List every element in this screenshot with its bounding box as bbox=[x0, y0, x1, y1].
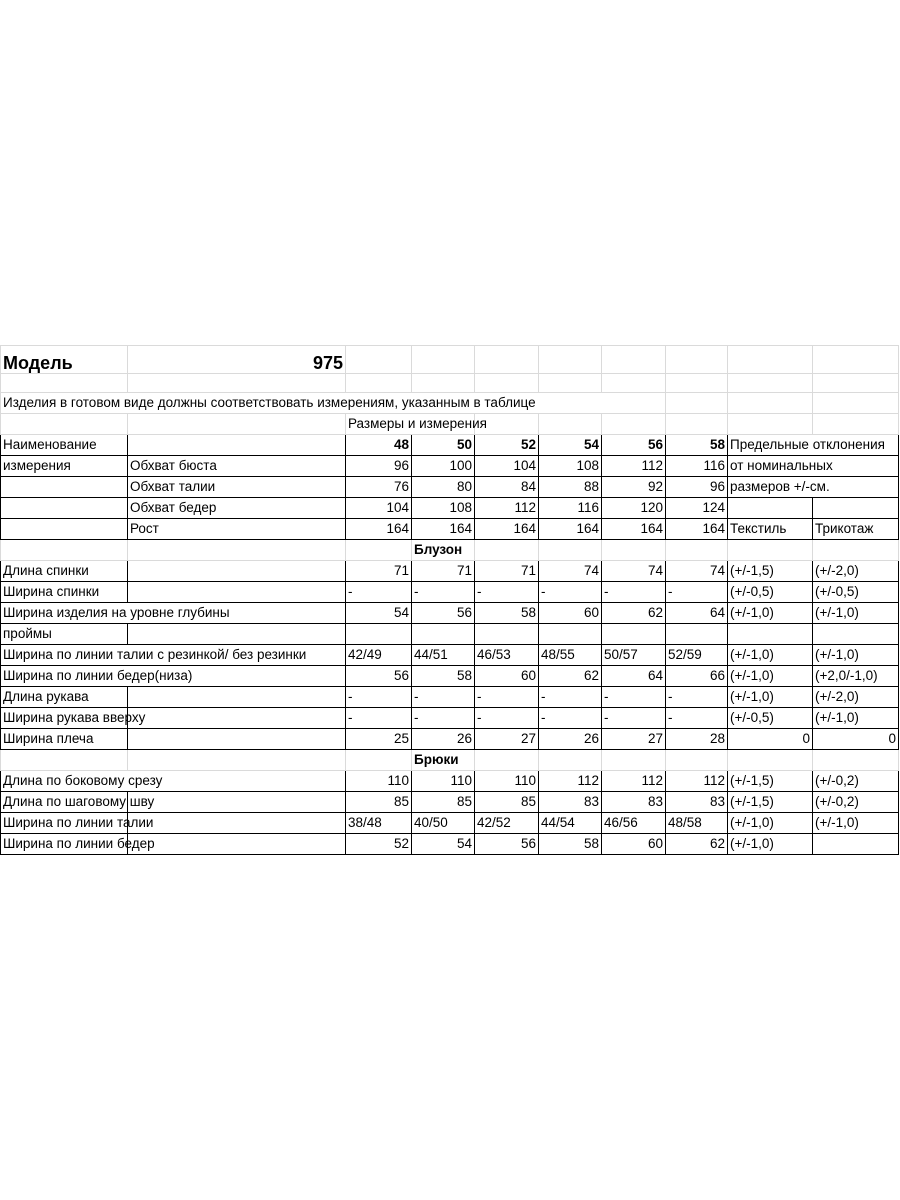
item-value: 46/56 bbox=[602, 813, 666, 834]
textile-tolerance: 0 bbox=[728, 729, 813, 750]
size-header: 48 bbox=[346, 435, 412, 456]
knit-tolerance: (+2,0/-1,0) bbox=[813, 666, 899, 687]
item-value: 110 bbox=[475, 771, 539, 792]
item-value: - bbox=[602, 582, 666, 603]
item-label: Ширина по линии бедер(низа) bbox=[1, 666, 128, 687]
item-value: 52/59 bbox=[666, 645, 728, 666]
item-value: 64 bbox=[602, 666, 666, 687]
item-value bbox=[539, 624, 602, 645]
item-value: 26 bbox=[539, 729, 602, 750]
item-value: 27 bbox=[475, 729, 539, 750]
trousers-title: Брюки bbox=[412, 750, 475, 771]
item-value: 83 bbox=[602, 792, 666, 813]
item-value: - bbox=[666, 687, 728, 708]
name-label: Наименование bbox=[1, 435, 128, 456]
item-value: 60 bbox=[539, 603, 602, 624]
measure-value: 104 bbox=[346, 498, 412, 519]
model-number: 975 bbox=[128, 346, 346, 374]
item-value: 28 bbox=[666, 729, 728, 750]
item-value: 85 bbox=[412, 792, 475, 813]
item-value: 112 bbox=[666, 771, 728, 792]
measure-value: 96 bbox=[666, 477, 728, 498]
size-header: 52 bbox=[475, 435, 539, 456]
item-value: 56 bbox=[346, 666, 412, 687]
measure-label: Обхват талии bbox=[128, 477, 346, 498]
item-value: - bbox=[602, 708, 666, 729]
item-value: 83 bbox=[539, 792, 602, 813]
measure-value: 112 bbox=[475, 498, 539, 519]
item-value: 112 bbox=[602, 771, 666, 792]
measure-value: 164 bbox=[412, 519, 475, 540]
item-value: 85 bbox=[475, 792, 539, 813]
item-value: 74 bbox=[539, 561, 602, 582]
measure-value: 108 bbox=[412, 498, 475, 519]
item-value: 48/55 bbox=[539, 645, 602, 666]
item-label: Длина спинки bbox=[1, 561, 128, 582]
item-value: 52 bbox=[346, 834, 412, 855]
item-value: 74 bbox=[666, 561, 728, 582]
measure-value: 124 bbox=[666, 498, 728, 519]
size-header: 56 bbox=[602, 435, 666, 456]
model-row bbox=[1, 346, 899, 374]
textile-tolerance: (+/-0,5) bbox=[728, 582, 813, 603]
measure-value: 164 bbox=[539, 519, 602, 540]
item-value: - bbox=[346, 708, 412, 729]
item-value: 27 bbox=[602, 729, 666, 750]
blouson-row bbox=[1, 645, 899, 666]
item-value: 110 bbox=[412, 771, 475, 792]
item-value: 25 bbox=[346, 729, 412, 750]
item-value: 54 bbox=[346, 603, 412, 624]
blouson-row bbox=[1, 666, 899, 687]
item-label: Ширина рукава вверху bbox=[1, 708, 128, 729]
item-value: 71 bbox=[346, 561, 412, 582]
measure-label: Рост bbox=[128, 519, 346, 540]
note-row bbox=[1, 393, 899, 414]
textile-tolerance: (+/-1,5) bbox=[728, 561, 813, 582]
sizes-caption: Размеры и измерения bbox=[346, 414, 412, 435]
item-value: 74 bbox=[602, 561, 666, 582]
item-value bbox=[475, 624, 539, 645]
measure-value: 104 bbox=[475, 456, 539, 477]
textile-tolerance: (+/-1,5) bbox=[728, 771, 813, 792]
knit-tolerance: (+/-2,0) bbox=[813, 561, 899, 582]
item-value: 64 bbox=[666, 603, 728, 624]
measure-value: 96 bbox=[346, 456, 412, 477]
deviation-label: от номинальных bbox=[728, 456, 813, 477]
measure-value: 116 bbox=[666, 456, 728, 477]
deviation-label: Предельные отклонения bbox=[728, 435, 813, 456]
item-label: Ширина спинки bbox=[1, 582, 128, 603]
measure-value: 88 bbox=[539, 477, 602, 498]
item-value: - bbox=[412, 582, 475, 603]
item-label: Длина по шаговому шву bbox=[1, 792, 128, 813]
measure-value: 108 bbox=[539, 456, 602, 477]
item-value: 62 bbox=[539, 666, 602, 687]
blouson-row bbox=[1, 603, 899, 624]
size-header: 54 bbox=[539, 435, 602, 456]
body-measure-row bbox=[1, 456, 899, 477]
textile-tolerance: (+/-1,0) bbox=[728, 645, 813, 666]
knit-tolerance bbox=[813, 834, 899, 855]
textile-tolerance: (+/-1,0) bbox=[728, 603, 813, 624]
size-header: 50 bbox=[412, 435, 475, 456]
item-value: 62 bbox=[666, 834, 728, 855]
measure-label: Обхват бедер bbox=[128, 498, 346, 519]
blank-row bbox=[1, 374, 899, 393]
knit-tolerance: (+/-1,0) bbox=[813, 813, 899, 834]
item-value: 58 bbox=[412, 666, 475, 687]
textile-tolerance: (+/-1,0) bbox=[728, 834, 813, 855]
trousers-title-row bbox=[1, 750, 899, 771]
textile-tolerance: (+/-1,0) bbox=[728, 666, 813, 687]
knit-tolerance: (+/-1,0) bbox=[813, 708, 899, 729]
item-value: 42/52 bbox=[475, 813, 539, 834]
item-value: 71 bbox=[412, 561, 475, 582]
measure-value: 80 bbox=[412, 477, 475, 498]
size-header-row bbox=[1, 435, 899, 456]
textile-tolerance bbox=[728, 624, 813, 645]
item-value: 62 bbox=[602, 603, 666, 624]
item-value bbox=[602, 624, 666, 645]
item-value: - bbox=[666, 582, 728, 603]
knit-tolerance: 0 bbox=[813, 729, 899, 750]
item-value: 54 bbox=[412, 834, 475, 855]
measure-value: 120 bbox=[602, 498, 666, 519]
item-label: Длина рукава bbox=[1, 687, 128, 708]
measure-value: 164 bbox=[346, 519, 412, 540]
item-value: - bbox=[602, 687, 666, 708]
item-value: 44/54 bbox=[539, 813, 602, 834]
body-measure-row bbox=[1, 477, 899, 498]
measure-value: 116 bbox=[539, 498, 602, 519]
item-value: 40/50 bbox=[412, 813, 475, 834]
item-label: Ширина плеча bbox=[1, 729, 128, 750]
textile-tolerance: (+/-1,5) bbox=[728, 792, 813, 813]
measure-value: 164 bbox=[475, 519, 539, 540]
trousers-row bbox=[1, 834, 899, 855]
blouson-title: Блузон bbox=[412, 540, 475, 561]
measure-value: 112 bbox=[602, 456, 666, 477]
blouson-row bbox=[1, 624, 899, 645]
item-value: 46/53 bbox=[475, 645, 539, 666]
item-value: 42/49 bbox=[346, 645, 412, 666]
knit-label: Трикотаж bbox=[813, 519, 899, 540]
item-value: - bbox=[539, 582, 602, 603]
sizes-caption-row bbox=[1, 414, 899, 435]
trousers-row bbox=[1, 813, 899, 834]
item-label: проймы bbox=[1, 624, 128, 645]
item-value: - bbox=[475, 687, 539, 708]
measure-value: 76 bbox=[346, 477, 412, 498]
item-value: - bbox=[475, 582, 539, 603]
item-label: Ширина по линии бедер bbox=[1, 834, 128, 855]
textile-tolerance: (+/-1,0) bbox=[728, 813, 813, 834]
note-text: Изделия в готовом виде должны соответствовать измерениям, указанным в таблице bbox=[1, 393, 128, 414]
size-chart-table bbox=[0, 345, 899, 855]
size-header: 58 bbox=[666, 435, 728, 456]
measure-value: 92 bbox=[602, 477, 666, 498]
item-value bbox=[666, 624, 728, 645]
item-label: Ширина по линии талии с резинкой/ без резинки bbox=[1, 645, 128, 666]
item-value: 38/48 bbox=[346, 813, 412, 834]
item-value: 110 bbox=[346, 771, 412, 792]
item-value: 26 bbox=[412, 729, 475, 750]
body-measure-row bbox=[1, 519, 899, 540]
spreadsheet bbox=[0, 345, 900, 855]
textile-tolerance: (+/-1,0) bbox=[728, 687, 813, 708]
item-label: Ширина изделия на уровне глубины bbox=[1, 603, 128, 624]
measure-value: 84 bbox=[475, 477, 539, 498]
knit-tolerance: (+/-0,2) bbox=[813, 792, 899, 813]
item-value: 60 bbox=[602, 834, 666, 855]
blouson-row bbox=[1, 729, 899, 750]
item-value bbox=[412, 624, 475, 645]
item-value: 66 bbox=[666, 666, 728, 687]
measure-value: 164 bbox=[666, 519, 728, 540]
textile-label: Текстиль bbox=[728, 519, 813, 540]
measure-label: Обхват бюста bbox=[128, 456, 346, 477]
model-label: Модель bbox=[1, 346, 128, 374]
item-value: 48/58 bbox=[666, 813, 728, 834]
item-label: Ширина по линии талии bbox=[1, 813, 128, 834]
blouson-row bbox=[1, 582, 899, 603]
item-value: 58 bbox=[475, 603, 539, 624]
trousers-row bbox=[1, 771, 899, 792]
textile-tolerance: (+/-0,5) bbox=[728, 708, 813, 729]
measure-value: 100 bbox=[412, 456, 475, 477]
item-value: - bbox=[346, 582, 412, 603]
item-value: 60 bbox=[475, 666, 539, 687]
knit-tolerance: (+/-1,0) bbox=[813, 603, 899, 624]
item-value: 56 bbox=[412, 603, 475, 624]
item-value: 58 bbox=[539, 834, 602, 855]
item-value: 71 bbox=[475, 561, 539, 582]
body-measure-row bbox=[1, 498, 899, 519]
blouson-row bbox=[1, 687, 899, 708]
knit-tolerance: (+/-0,5) bbox=[813, 582, 899, 603]
deviation-label: размеров +/-см. bbox=[728, 477, 813, 498]
item-value: - bbox=[346, 687, 412, 708]
blouson-row bbox=[1, 561, 899, 582]
knit-tolerance bbox=[813, 624, 899, 645]
blouson-row bbox=[1, 708, 899, 729]
item-value: - bbox=[539, 708, 602, 729]
item-label: Длина по боковому срезу bbox=[1, 771, 128, 792]
item-value: - bbox=[539, 687, 602, 708]
item-value: - bbox=[412, 687, 475, 708]
knit-tolerance: (+/-0,2) bbox=[813, 771, 899, 792]
trousers-row bbox=[1, 792, 899, 813]
blouson-title-row bbox=[1, 540, 899, 561]
item-value bbox=[346, 624, 412, 645]
item-value: 112 bbox=[539, 771, 602, 792]
name-label-2: измерения bbox=[1, 456, 128, 477]
item-value: 44/51 bbox=[412, 645, 475, 666]
knit-tolerance: (+/-2,0) bbox=[813, 687, 899, 708]
item-value: 85 bbox=[346, 792, 412, 813]
item-value: - bbox=[666, 708, 728, 729]
item-value: - bbox=[412, 708, 475, 729]
item-value: 50/57 bbox=[602, 645, 666, 666]
measure-value: 164 bbox=[602, 519, 666, 540]
item-value: 83 bbox=[666, 792, 728, 813]
knit-tolerance: (+/-1,0) bbox=[813, 645, 899, 666]
item-value: - bbox=[475, 708, 539, 729]
item-value: 56 bbox=[475, 834, 539, 855]
